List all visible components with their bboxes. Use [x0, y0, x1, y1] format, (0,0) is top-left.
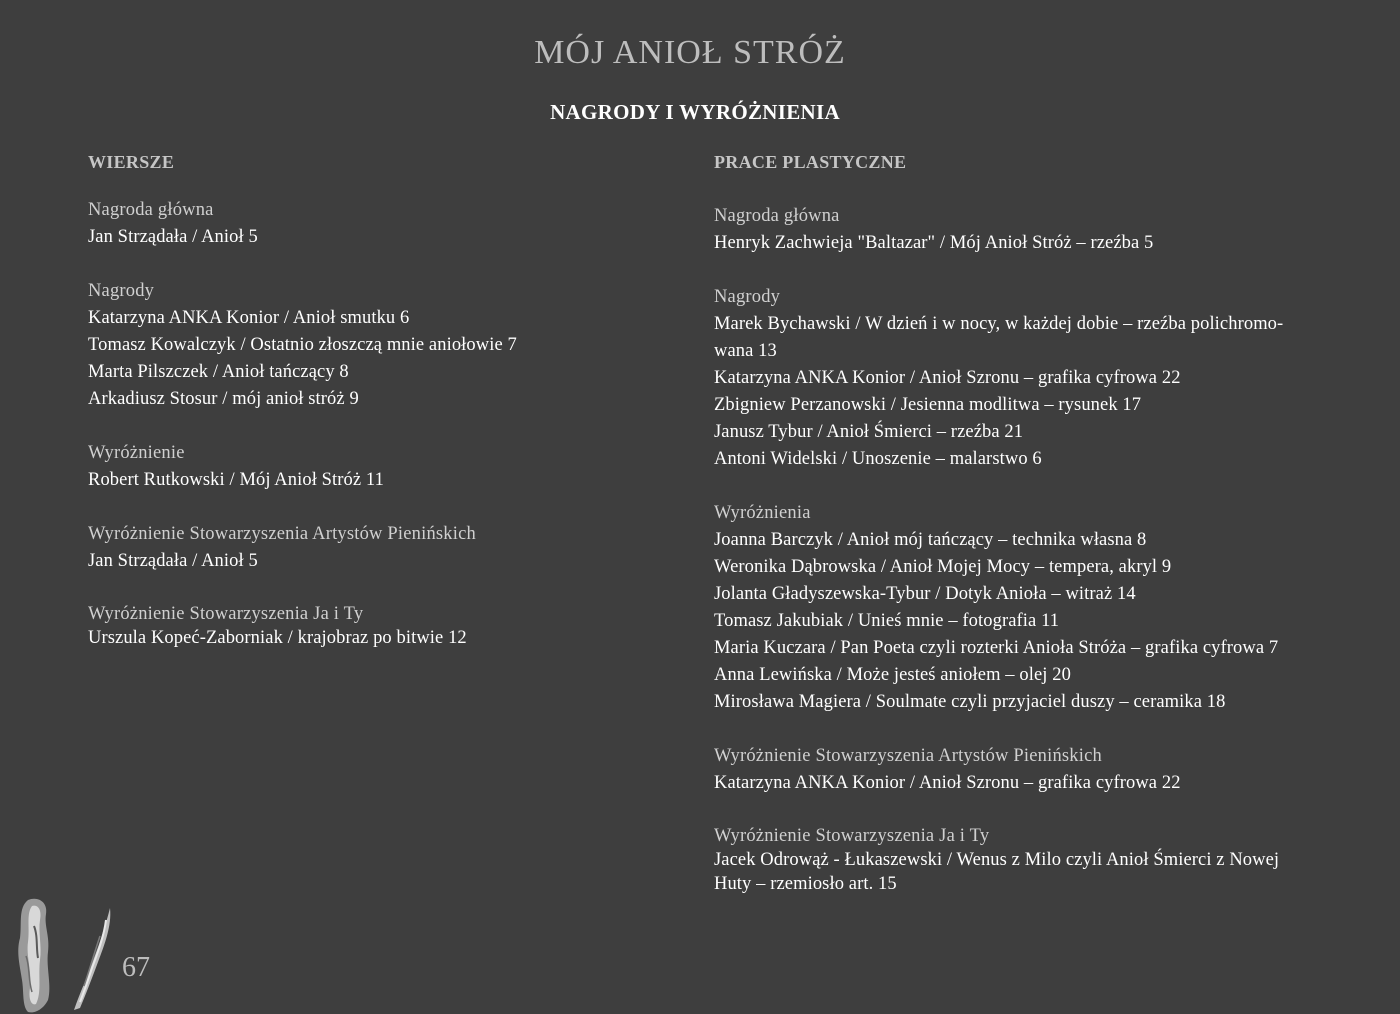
award-group [88, 602, 688, 650]
award-entry: Henryk Zachwieja "Baltazar" / Mój Anioł Stróż – rzeźba 5 [714, 233, 1154, 253]
award-entry: Robert Rutkowski / Mój Anioł Stróż 11 [88, 470, 384, 490]
award-entry: Marta Pilszczek / Anioł tańczący 8 [88, 362, 349, 382]
award-group [714, 203, 1354, 257]
award-entry: Tomasz Kowalczyk / Ostatnio złoszczą mnie aniołowie 7 [88, 335, 517, 355]
section-title: NAGRODY I WYRÓŻNIENIA [550, 100, 840, 124]
award-entry: Mirosława Magiera / Soulmate czyli przyjaciel duszy – ceramika 18 [714, 692, 1226, 712]
award-category-label: Wyróżnienie Stowarzyszenia Ja i Ty [88, 604, 364, 624]
award-entry: Joanna Barczyk / Anioł mój tańczący – technika własna 8 [714, 530, 1147, 550]
award-entry: Antoni Widelski / Unoszenie – malarstwo 6 [714, 449, 1042, 469]
award-entry: Arkadiusz Stosur / mój anioł stróż 9 [88, 389, 359, 409]
award-group [714, 743, 1354, 797]
award-category-label: Wyróżnienie Stowarzyszenia Artystów Pienińskich [88, 524, 476, 544]
award-entry: Jan Strządała / Anioł 5 [88, 227, 258, 247]
award-group [88, 278, 688, 413]
award-entry: Weronika Dąbrowska / Anioł Mojej Mocy – tempera, akryl 9 [714, 557, 1172, 577]
award-entry: Katarzyna ANKA Konior / Anioł Szronu – grafika cyfrowa 22 [714, 368, 1181, 388]
award-category-label: Wyróżnienia [714, 503, 811, 523]
award-group [88, 440, 688, 494]
award-category-label: Wyróżnienie [88, 443, 185, 463]
award-category-label: Nagroda główna [88, 200, 214, 220]
award-category-label: Nagrody [88, 281, 155, 301]
award-entry: Anna Lewińska / Może jesteś aniołem – olej 20 [714, 665, 1071, 685]
award-group [714, 824, 1354, 896]
column-heading-poems: WIERSZE [88, 152, 175, 172]
book-title: MÓJ ANIOŁ STRÓŻ [534, 34, 846, 71]
award-entry: Katarzyna ANKA Konior / Anioł Szronu – grafika cyfrowa 22 [714, 773, 1181, 793]
award-entry: Jan Strządała / Anioł 5 [88, 551, 258, 571]
award-category-label: Wyróżnienie Stowarzyszenia Ja i Ty [714, 826, 990, 846]
award-entry: Janusz Tybur / Anioł Śmierci – rzeźba 21 [714, 422, 1024, 442]
award-entry: Katarzyna ANKA Konior / Anioł smutku 6 [88, 308, 410, 328]
poems-column [88, 151, 688, 677]
award-entry: Tomasz Jakubiak / Unieś mnie – fotografia 11 [714, 611, 1060, 631]
award-category-label: Wyróżnienie Stowarzyszenia Artystów Pienińskich [714, 746, 1102, 766]
award-category-label: Nagroda główna [714, 206, 840, 226]
award-group [88, 197, 688, 251]
award-group [714, 500, 1354, 716]
award-entry: wana 13 [714, 341, 777, 361]
artworks-column [714, 151, 1354, 923]
award-entry: Jacek Odrowąż - Łukaszewski / Wenus z Milo czyli Anioł Śmierci z Nowej [714, 850, 1280, 870]
award-category-label: Nagrody [714, 287, 781, 307]
award-entry: Maria Kuczara / Pan Poeta czyli rozterki Anioła Stróża – grafika cyfrowa 7 [714, 638, 1279, 658]
award-group [88, 521, 688, 575]
column-heading-artworks: PRACE PLASTYCZNE [714, 152, 907, 172]
award-entry: Urszula Kopeć-Zaborniak / krajobraz po bitwie 12 [88, 628, 467, 648]
award-entry: Zbigniew Perzanowski / Jesienna modlitwa – rysunek 17 [714, 395, 1142, 415]
award-group [714, 284, 1354, 473]
angel-sculpture-ornament [14, 896, 116, 1014]
award-entry: Jolanta Gładyszewska-Tybur / Dotyk Anioła – witraż 14 [714, 584, 1136, 604]
award-entry: Huty – rzemiosło art. 15 [714, 874, 897, 894]
page-number: 67 [122, 952, 150, 983]
award-entry: Marek Bychawski / W dzień i w nocy, w każdej dobie – rzeźba polichromo- [714, 314, 1284, 334]
